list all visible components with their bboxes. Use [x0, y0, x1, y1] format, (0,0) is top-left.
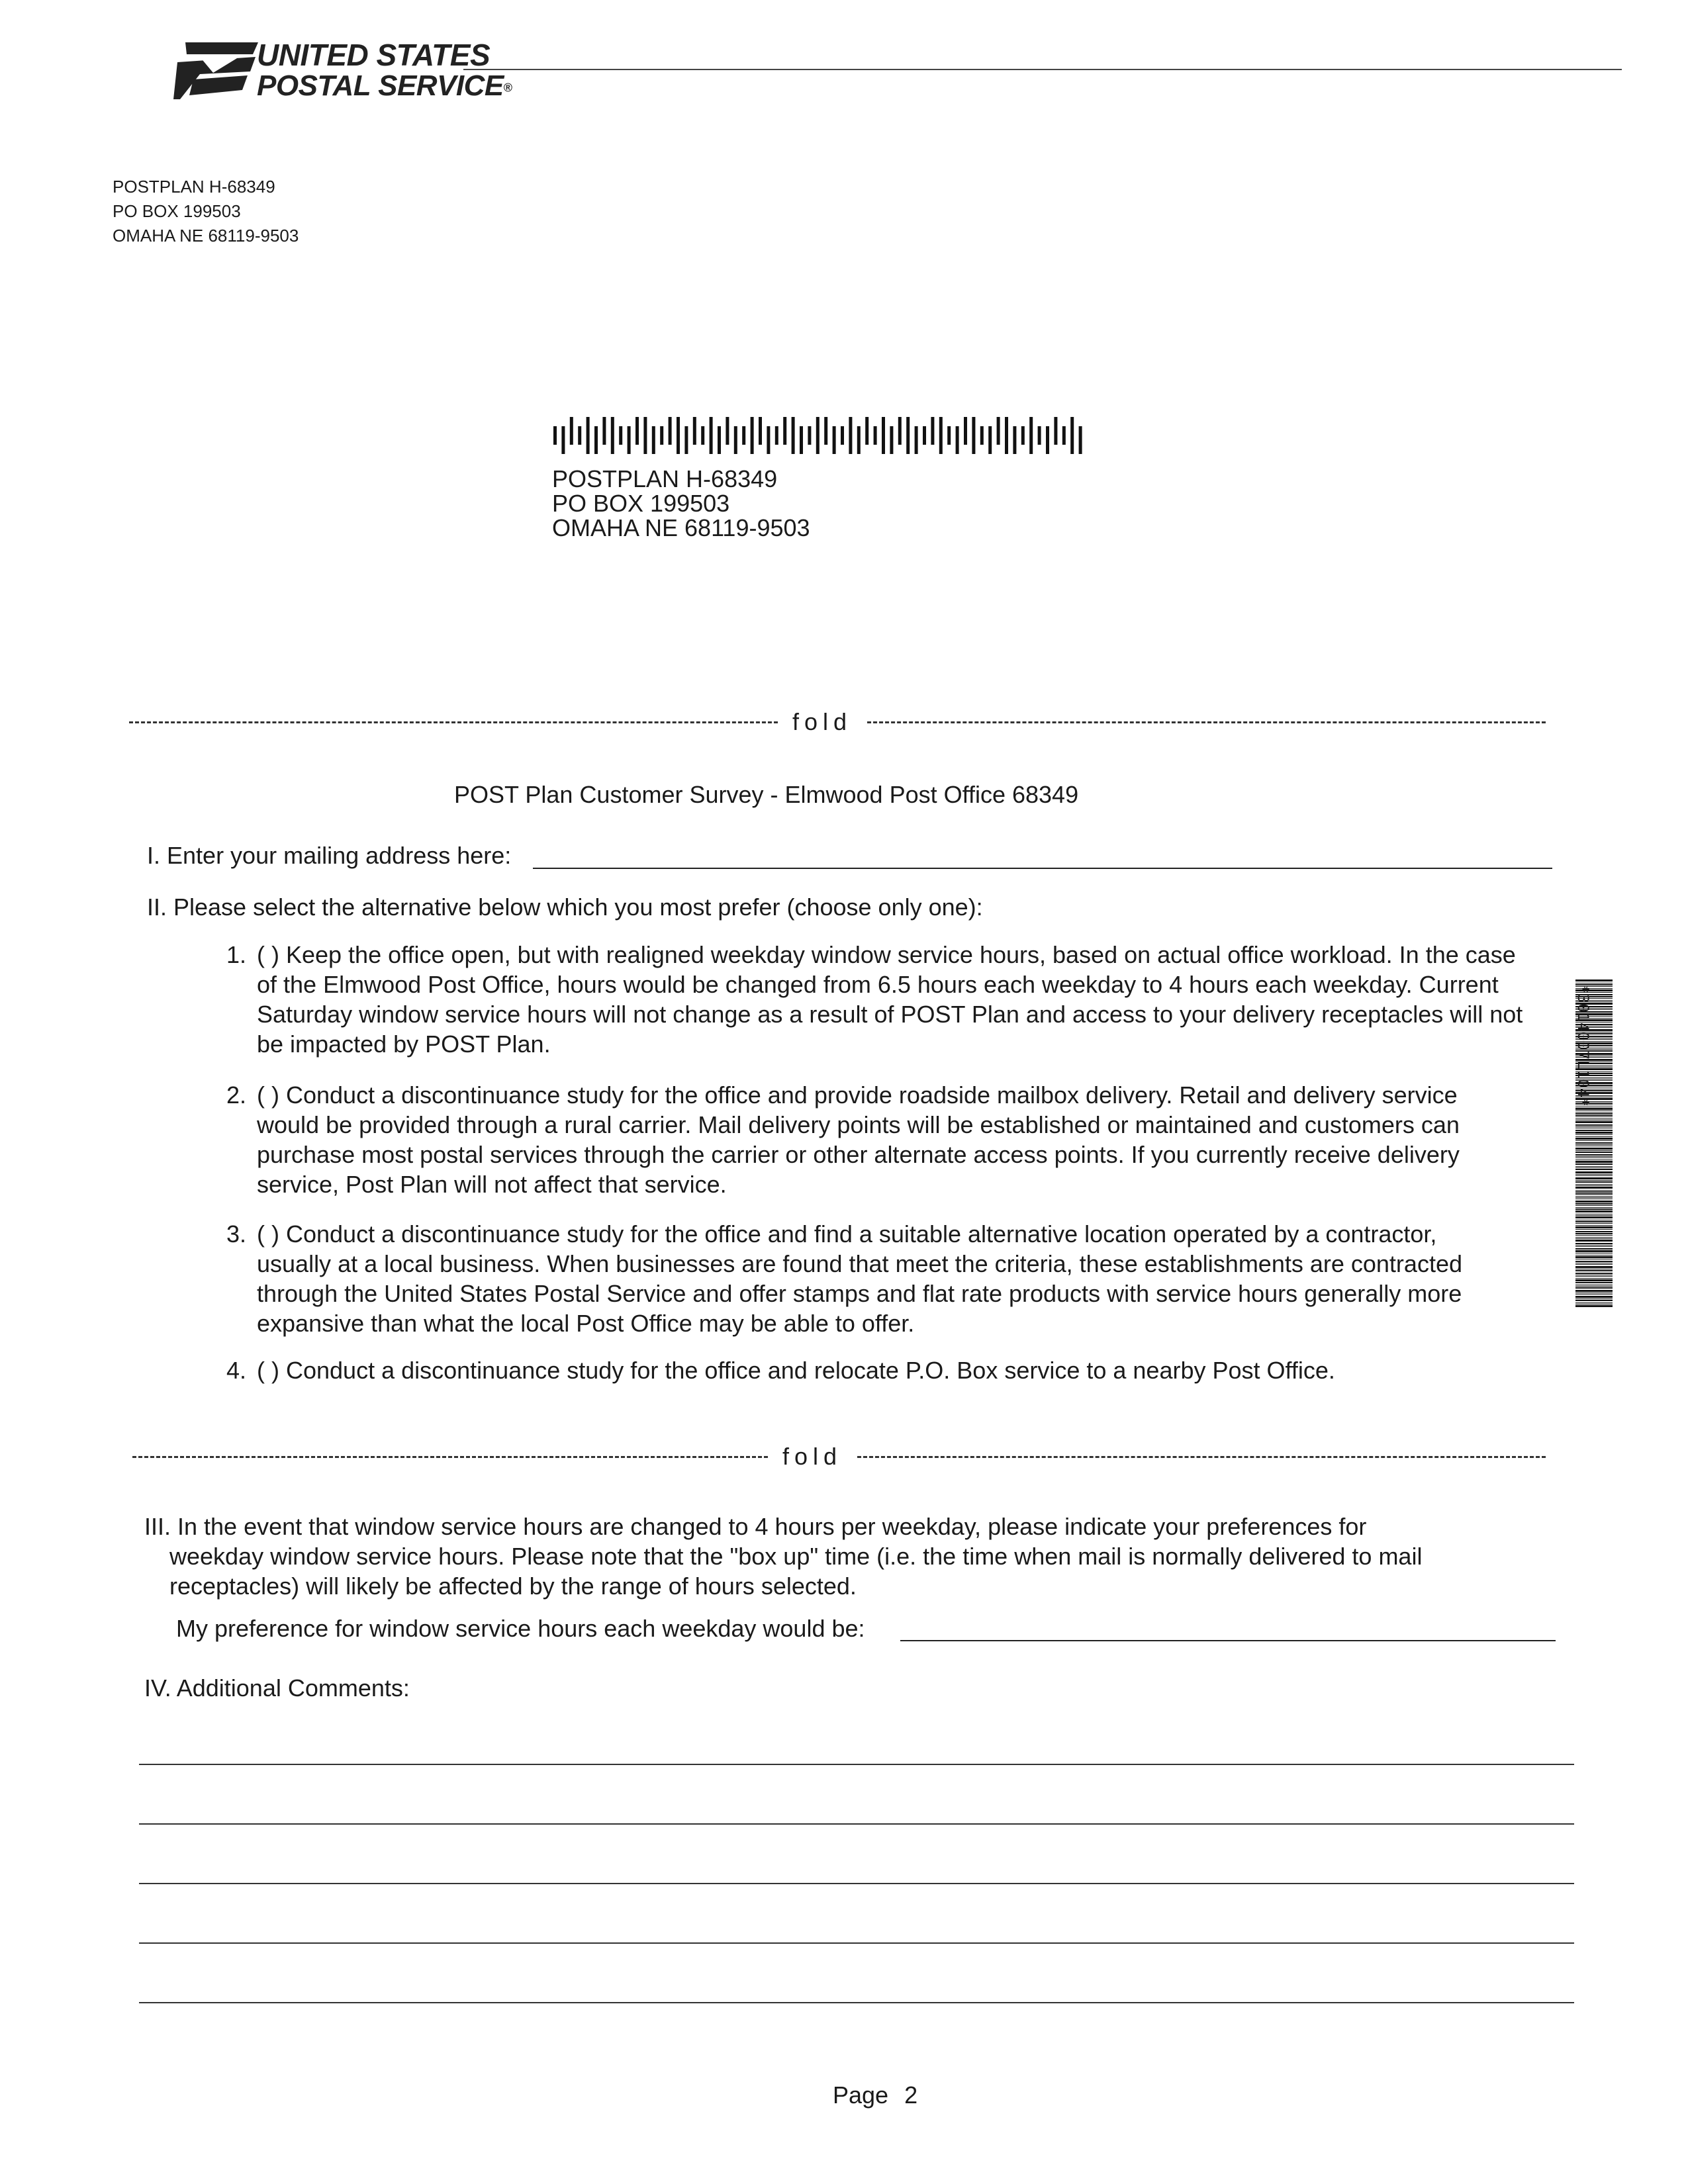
fold-dashes-right: [857, 1456, 1546, 1458]
barcode-bar: [701, 426, 704, 445]
side-barcode-bar: [1575, 1215, 1613, 1216]
side-barcode-bar: [1575, 1210, 1613, 1212]
side-barcode-bar: [1575, 1184, 1613, 1185]
barcode-bar: [800, 426, 803, 454]
side-barcode-bar: [1575, 979, 1613, 981]
registered-mark: ®: [503, 81, 512, 95]
comment-line[interactable]: [139, 1942, 1574, 1944]
side-barcode-bar: [1575, 1136, 1613, 1137]
barcode-bar: [1029, 417, 1033, 454]
barcode-bar: [923, 426, 926, 445]
side-barcode-bar: [1575, 1286, 1613, 1287]
barcode-bar: [824, 417, 827, 445]
side-barcode-bar: [1575, 1240, 1613, 1242]
barcode-bar: [997, 417, 1000, 445]
barcode-bar: [1079, 426, 1082, 454]
side-barcode-bar: [1575, 1116, 1613, 1117]
option-text: ( ) Conduct a discontinuance study for the office and find a suitable alternative location operated by a contractor, usually at a local business. When businesses are found that meet the criteria, these establishments are contracted through the United States Postal Service and offer stamps and flat rate products with service hours generally more expansive than what the local Post Office may be able to offer.: [257, 1220, 1462, 1337]
barcode-bar: [857, 426, 861, 454]
side-barcode-bar: [1575, 1130, 1613, 1131]
barcode-bar: [1038, 426, 1041, 445]
barcode-bar: [652, 426, 655, 454]
barcode-bar: [734, 426, 737, 454]
side-barcode-bar: [1575, 1161, 1613, 1163]
barcode-bar: [849, 417, 852, 454]
side-barcode-bar: [1575, 1261, 1613, 1262]
barcode-bar: [602, 417, 606, 445]
barcode-bar: [980, 426, 984, 445]
side-barcode-bar: [1575, 1237, 1613, 1238]
barcode-bar: [906, 417, 910, 454]
delivery-address-line-1: POSTPLAN H-68349: [552, 465, 778, 492]
side-barcode-bar: [1575, 1246, 1613, 1247]
barcode-bar: [628, 426, 631, 454]
barcode-bar: [1005, 417, 1008, 454]
side-barcode-bar: [1575, 1225, 1613, 1226]
survey-title: POST Plan Customer Survey - Elmwood Post Office 68349: [454, 781, 1079, 808]
usps-eagle-logo-icon: [173, 42, 259, 99]
barcode-bar: [915, 426, 918, 454]
barcode-bar: [1046, 426, 1049, 454]
option-text: ( ) Conduct a discontinuance study for the office and relocate P.O. Box service to a nearby Post Office.: [257, 1357, 1335, 1384]
side-barcode-bar: [1575, 1152, 1613, 1153]
barcode-bar: [841, 426, 844, 445]
option-number: 4.: [226, 1357, 246, 1384]
side-barcode-bar: [1575, 1175, 1613, 1176]
barcode-bar: [660, 426, 663, 445]
side-barcode-bar: [1575, 1156, 1613, 1157]
fold-label: fold: [784, 708, 860, 736]
barcode-bar: [578, 426, 581, 445]
side-barcode-bar: [1575, 1144, 1613, 1145]
side-barcode-bar: [1575, 1134, 1613, 1135]
barcode-bar: [684, 426, 688, 454]
barcode-bar: [956, 426, 959, 454]
fold-label: fold: [774, 1443, 850, 1471]
barcode-bar: [833, 426, 836, 454]
side-barcode-bar: [1575, 1300, 1613, 1301]
page-number: Page 2: [833, 2081, 918, 2109]
side-barcode-bar: [1575, 1132, 1613, 1134]
side-barcode-bar: [1575, 1273, 1613, 1274]
barcode-bar: [710, 417, 713, 454]
side-barcode-bar: [1575, 1142, 1613, 1144]
side-barcode-bar: [1575, 1256, 1613, 1258]
barcode-bar: [669, 417, 672, 445]
barcode-bar: [611, 417, 614, 454]
barcode-bar: [874, 426, 877, 445]
section-3-preference-label: My preference for window service hours each weekday would be:: [176, 1615, 865, 1642]
side-barcode-bar: [1575, 1266, 1613, 1268]
side-barcode-bar: [1575, 1290, 1613, 1292]
logo-line-1: UNITED STATES: [257, 38, 491, 72]
side-barcode-bar: [1575, 1208, 1613, 1210]
side-barcode-bar: [1575, 1279, 1613, 1281]
barcode-bar: [972, 417, 975, 454]
barcode-bar: [718, 426, 721, 454]
side-barcode-bar: [1575, 1305, 1613, 1307]
fold-dashes-left: [129, 721, 778, 723]
side-barcode-bar: [1575, 1270, 1613, 1271]
side-barcode-bar: [1575, 1221, 1613, 1222]
return-address: [113, 175, 299, 248]
side-barcode-bar: [1575, 1196, 1613, 1197]
side-barcode-bar: [1575, 1298, 1613, 1299]
barcode-bar: [767, 426, 770, 454]
side-barcode-bar: [1575, 1121, 1613, 1123]
side-barcode-bar: [1575, 1231, 1613, 1232]
side-barcode-bar: [1575, 1163, 1613, 1165]
return-address-line-3: OMAHA NE 68119-9503: [113, 226, 299, 246]
side-barcode-bar: [1575, 1190, 1613, 1191]
logo-line-2-text: POSTAL SERVICE: [257, 69, 504, 102]
side-barcode-bar: [1575, 1233, 1613, 1234]
side-barcode-bar: [1575, 1223, 1613, 1224]
fold-dashes-right: [867, 721, 1546, 723]
delivery-address-line-2: PO BOX 199503: [552, 490, 730, 517]
fold-line-bottom: [129, 1443, 1546, 1469]
fold-line-top: [129, 708, 1546, 735]
side-barcode-bar: [1575, 1115, 1613, 1116]
option-number: 2.: [226, 1081, 246, 1109]
barcode-bar: [619, 426, 622, 445]
header-rule: [463, 69, 1622, 70]
side-barcode-bar: [1575, 1296, 1613, 1298]
side-barcode-bar: [1575, 1207, 1613, 1208]
return-address-line-1: POSTPLAN H-68349: [113, 177, 275, 197]
barcode-bar: [742, 426, 745, 445]
section-2-label: II. Please select the alternative below which you most prefer (choose only one):: [147, 893, 983, 921]
side-barcode-bar: [1575, 1171, 1613, 1173]
side-barcode-bar: [1575, 1118, 1613, 1119]
usps-wordmark: [257, 40, 512, 101]
side-barcode-bar: [1575, 1203, 1613, 1205]
side-barcode-bar: [1575, 1302, 1613, 1303]
barcode-bar: [865, 417, 868, 445]
section-3-text: III. In the event that window service hours are changed to 4 hours per weekday, please indicate your preferences for weekday window service hours. Please note that the "box up" time (i.e. the time when mail is normally delivered to mail receptacles) will likely be affected by the range of hours selected.: [144, 1513, 1423, 1600]
barcode-bar: [939, 417, 943, 454]
barcode-bar: [792, 417, 795, 454]
barcode-bar: [898, 417, 902, 445]
barcode-bar: [783, 417, 786, 445]
side-barcode-bar: [1575, 1167, 1613, 1168]
side-barcode-bar: [1575, 1238, 1613, 1239]
side-barcode-bar: [1575, 1113, 1613, 1114]
side-barcode-bar: [1575, 1201, 1613, 1203]
side-barcode-bar: [1575, 1282, 1613, 1283]
section-1-label: I. Enter your mailing address here:: [147, 842, 512, 869]
side-barcode-bar: [1575, 1169, 1613, 1170]
side-barcode-bar: [1575, 1148, 1613, 1150]
side-barcode-bar: [1575, 1226, 1613, 1228]
side-barcode-bar: [1575, 1166, 1613, 1167]
side-barcode-bar: [1575, 1276, 1613, 1277]
delivery-address-line-3: OMAHA NE 68119-9503: [552, 514, 810, 541]
barcode-bar: [882, 417, 885, 454]
side-barcode-bar: [1575, 1205, 1613, 1206]
comment-line[interactable]: [139, 1823, 1574, 1825]
barcode-bar: [988, 426, 992, 454]
barcode-bar: [693, 417, 696, 445]
barcode-bar: [553, 426, 557, 445]
side-barcode-bar: [1575, 1181, 1613, 1183]
option-number: 1.: [226, 941, 246, 968]
barcode-bar: [561, 426, 565, 454]
side-barcode-bar: [1575, 1250, 1613, 1252]
side-barcode-bar: [1575, 1140, 1613, 1141]
side-barcode-bar: [1575, 1124, 1613, 1126]
side-barcode-bar: [1575, 1248, 1613, 1250]
comment-line[interactable]: [139, 1883, 1574, 1884]
logo-line-2: [257, 71, 512, 101]
barcode-bar: [775, 426, 778, 445]
barcode-bar: [890, 426, 893, 454]
side-barcode-text: *3014007L104*: [1574, 985, 1591, 1108]
side-barcode-bar: [1575, 1174, 1613, 1175]
fold-dashes-left: [132, 1456, 768, 1458]
side-barcode-bar: [1575, 1229, 1613, 1230]
option-text: ( ) Conduct a discontinuance study for the office and provide roadside mailbox delivery. Retail and delivery service would be provided through a rural carrier. Mail delivery points will be established or maintained and customers can purchase most postal services through the carrier or other alternate access points. If you currently receive delivery service, Post Plan will not affect that service.: [257, 1081, 1460, 1198]
side-barcode-bar: [1575, 1108, 1613, 1110]
barcode-bar: [594, 426, 598, 454]
barcode-bar: [964, 417, 967, 445]
barcode-bar: [947, 426, 951, 445]
barcode-bar: [808, 426, 811, 445]
barcode-bar: [931, 417, 934, 445]
option-text: ( ) Keep the office open, but with realigned weekday window service hours, based on actual office workload. In the case of the Elmwood Post Office, hours would be changed from 6.5 hours each weekday to 4 hours each weekday. Current Saturday window service hours will not change as a result of POST Plan and access to your delivery receptacles will not be impacted by POST Plan.: [257, 941, 1523, 1058]
side-barcode-bar: [1575, 1191, 1613, 1193]
side-barcode-bar: [1575, 1294, 1613, 1295]
return-address-line-2: PO BOX 199503: [113, 201, 241, 221]
barcode-bar: [1013, 426, 1016, 454]
side-barcode-bar: [1575, 1245, 1613, 1246]
side-barcode-bar: [1575, 1177, 1613, 1179]
side-barcode-bar: [1575, 1154, 1613, 1156]
side-barcode-bar: [1575, 1185, 1613, 1186]
barcode-bar: [1062, 426, 1066, 445]
side-barcode-bar: [1575, 1138, 1613, 1140]
barcode-bar: [643, 417, 647, 454]
side-barcode-bar: [1575, 1243, 1613, 1244]
barcode-bar: [1021, 426, 1025, 445]
postnet-barcode: [552, 417, 1088, 454]
side-barcode-bar: [1575, 1216, 1613, 1218]
barcode-bar: [570, 417, 573, 445]
barcode-bar: [635, 417, 639, 445]
side-barcode-bar: [1575, 1126, 1613, 1127]
side-barcode-bar: [1575, 1235, 1613, 1236]
side-barcode-bar: [1575, 1187, 1613, 1189]
barcode-bar: [1070, 417, 1074, 454]
barcode-bar: [1054, 417, 1057, 445]
comment-line[interactable]: [139, 2002, 1574, 2003]
barcode-bar: [751, 417, 754, 454]
mailing-address-input-line[interactable]: [533, 868, 1552, 869]
side-barcode-bar: [1575, 1287, 1613, 1289]
barcode-bar: [677, 417, 680, 454]
side-barcode-bar: [1575, 1278, 1613, 1279]
window-hours-preference-input-line[interactable]: [900, 1640, 1556, 1641]
barcode-bar: [586, 417, 590, 454]
side-barcode-bar: [1575, 1180, 1613, 1181]
side-barcode-bar: [1575, 1193, 1613, 1195]
delivery-address: [552, 467, 810, 540]
comment-line[interactable]: [139, 1764, 1574, 1765]
side-barcode-bar: [1575, 1264, 1613, 1265]
side-barcode-bar: [1575, 1197, 1613, 1198]
section-4-label: IV. Additional Comments:: [144, 1674, 410, 1702]
barcode-bar: [759, 417, 762, 445]
barcode-bar: [726, 417, 729, 445]
side-barcode-bar: [1575, 1150, 1613, 1151]
option-number: 3.: [226, 1220, 246, 1248]
barcode-bar: [816, 417, 820, 454]
